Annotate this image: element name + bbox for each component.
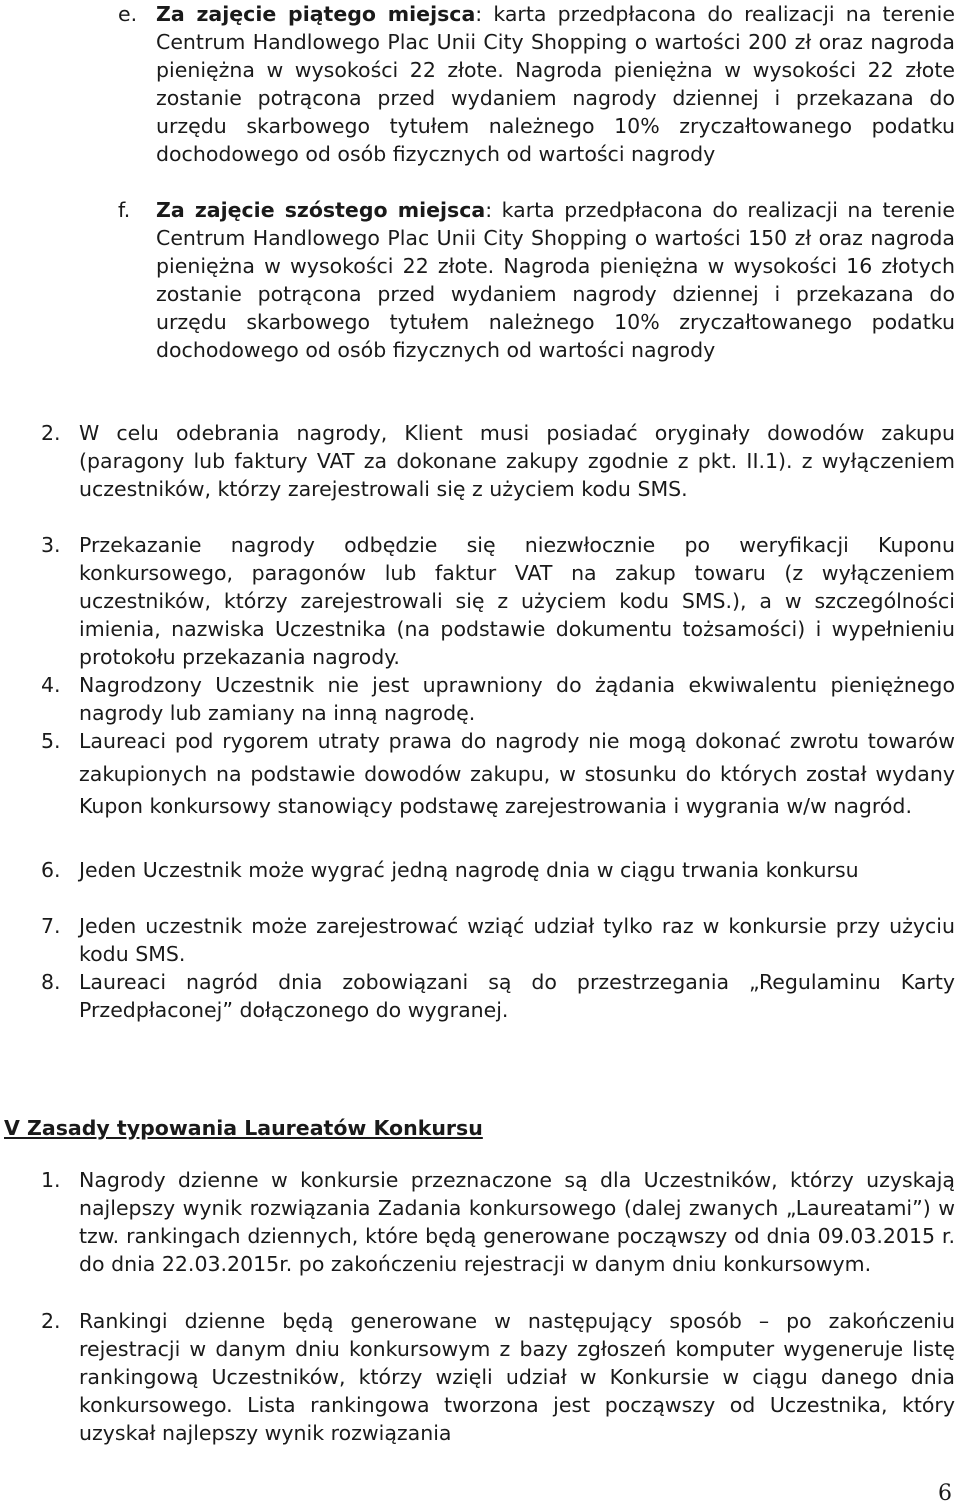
rule-item-5 xyxy=(41,725,955,823)
item-text: Nagrodzony Uczestnik nie jest uprawniony do żądania ekwiwalentu pieniężnego nagrody lub zamiany na inną nagrodę. xyxy=(79,673,955,725)
item-marker: 3. xyxy=(41,533,61,557)
item-text: Jeden Uczestnik może wygrać jedną nagrodę dnia w ciągu trwania konkursu xyxy=(79,858,859,882)
item-marker: 8. xyxy=(41,970,61,994)
item-text: Nagrody dzienne w konkursie przeznaczone są dla Uczestników, którzy uzyskają najlepszy wynik rozwiązania Zadania konkursowego (dalej zwanych „Laureatami”) w tzw. rankingach dziennych, które będą generowane począwszy od dnia 09.03.2015 r. do dnia 22.03.2015r. po zakończeniu rejestracji w danym dniu konkursowym. xyxy=(79,1168,955,1276)
item-bold-lead: Za zajęcie szóstego miejsca xyxy=(156,198,486,222)
item-text: Laureaci nagród dnia zobowiązani są do przestrzegania „Regulaminu Karty Przedpłaconej” dołączonego do wygranej. xyxy=(79,970,955,1022)
item-marker: f. xyxy=(118,198,131,222)
item-marker: 4. xyxy=(41,673,61,697)
item-marker: 1. xyxy=(41,1168,61,1192)
prize-item-e xyxy=(118,0,955,168)
rule-item-2 xyxy=(41,419,955,503)
prize-item-f xyxy=(118,196,955,364)
rule-item-4 xyxy=(41,671,955,727)
item-marker: 7. xyxy=(41,914,61,938)
item-marker: 2. xyxy=(41,1309,61,1333)
section-heading: V Zasady typowania Laureatów Konkursu xyxy=(4,1116,483,1140)
selection-rule-1 xyxy=(41,1166,955,1278)
rule-item-8 xyxy=(41,968,955,1024)
rule-item-6 xyxy=(41,856,955,884)
item-text: W celu odebrania nagrody, Klient musi posiadać oryginały dowodów zakupu (paragony lub faktury VAT za dokonane zakupy zgodnie z pkt. II.1). z wyłączeniem uczestników, którzy zarejestrowali się z użyciem kodu SMS. xyxy=(79,421,955,501)
item-text: Za zajęcie szóstego miejsca: karta przedpłacona do realizacji na terenie Centrum Handlowego Plac Unii City Shopping o wartości 150 zł oraz nagroda pieniężna w wysokości 22 złote. Nagroda pieniężna w wysokości 16 złotych zostanie potrącona przed wydaniem nagrody dziennej i przekazana do urzędu skarbowego tytułem należnego 10% zryczałtowanego podatku dochodowego od osób fizycznych od wartości nagrody xyxy=(156,198,955,362)
item-bold-lead: Za zajęcie piątego miejsca xyxy=(156,2,476,26)
item-text: Przekazanie nagrody odbędzie się niezwłocznie po weryfikacji Kuponu konkursowego, paragonów lub faktur VAT na zakup towaru (z wyłączeniem uczestników, którzy zarejestrowali się z użyciem kodu SMS.), a w szczególności imienia, nazwiska Uczestnika (na podstawie dokumentu tożsamości) i wypełnieniu protokołu przekazania nagrody. xyxy=(79,533,955,669)
rule-item-3 xyxy=(41,531,955,671)
rule-item-7 xyxy=(41,912,955,968)
item-marker: 5. xyxy=(41,729,61,753)
item-marker: 6. xyxy=(41,858,61,882)
selection-rule-2 xyxy=(41,1307,955,1447)
item-text: Laureaci pod rygorem utraty prawa do nagrody nie mogą dokonać zwrotu towarów zakupionych na podstawie dowodów zakupu, w stosunku do których został wydany Kupon konkursowy stanowiący podstawę zarejestrowania i wygrania w/w nagród. xyxy=(79,729,955,818)
item-text: Rankingi dzienne będą generowane w następujący sposób – po zakończeniu rejestracji w danym dniu konkursowym z bazy zgłoszeń komputer wygeneruje listę rankingową Uczestników, którzy wzięli udział w Konkursie w ciągu danego dnia konkursowego. Lista rankingowa tworzona jest począwszy od Uczestnika, który uzyskał najlepszy wynik rozwiązania xyxy=(79,1309,955,1445)
item-text: Za zajęcie piątego miejsca: karta przedpłacona do realizacji na terenie Centrum Handlowego Plac Unii City Shopping o wartości 200 zł oraz nagroda pieniężna w wysokości 22 złote. Nagroda pieniężna w wysokości 22 złote zostanie potrącona przed wydaniem nagrody dziennej i przekazana do urzędu skarbowego tytułem należnego 10% zryczałtowanego podatku dochodowego od osób fizycznych od wartości nagrody xyxy=(156,2,955,166)
item-marker: 2. xyxy=(41,421,61,445)
page-number: 6 xyxy=(938,1481,952,1506)
item-marker: e. xyxy=(118,2,138,26)
item-text: Jeden uczestnik może zarejestrować wziąć udział tylko raz w konkursie przy użyciu kodu SMS. xyxy=(79,914,955,966)
